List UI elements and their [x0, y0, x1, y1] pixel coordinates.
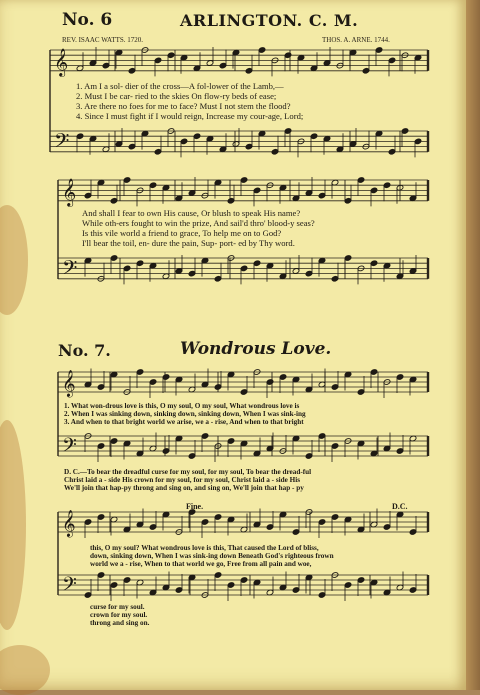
verse-line-1: 1. Am I a sol- dier of the cross—A fol-lower of the Lamb,—	[76, 81, 284, 91]
hymn-title: ARLINGTON. C. M.	[180, 11, 359, 30]
clef-symbol: 𝄢	[62, 255, 78, 284]
verse-line-1: 1. What won-drous love is this, O my soul, O my soul, What wondrous love is	[64, 402, 300, 410]
dc-marking: D.C.	[392, 502, 408, 511]
refrain-line-1: And shall I fear to own His cause, Or blush to speak His name?	[82, 208, 301, 218]
lower-verse-line-1: this, O my soul? What wondrous love is this, That caused the Lord of bliss,	[90, 544, 319, 552]
hymn-number: No. 6	[62, 10, 113, 30]
hymn-number: No. 7.	[58, 341, 111, 360]
refrain-line-3: Is this vile world a friend to grace, To help me on to God?	[82, 228, 282, 238]
lower-verse-line-2: down, sinking down, When I was sink-ing down Beneath God's righteous frown	[90, 552, 334, 560]
clef-symbol: 𝄢	[62, 435, 77, 461]
composer-credit: THOS. A. ARNE. 1744.	[322, 36, 390, 44]
verse-line-3: 3. And when to that bright world we arise, we a - rise, And when to that bright	[64, 418, 304, 426]
author-credit: REV. ISAAC WATTS. 1720.	[62, 36, 144, 44]
clef-symbol: 𝄞	[54, 47, 69, 76]
refrain-line-2: While oth-ers fought to win the prize, And sail'd thro' blood-y seas?	[82, 218, 315, 228]
verse-line-2: 2. When I was sinking down, sinking down, sinking down, When I was sink-ing	[64, 410, 306, 418]
refrain-line-4: I'll bear the toil, en- dure the pain, Sup- port- ed by Thy word.	[82, 238, 295, 248]
clef-symbol: 𝄢	[62, 574, 77, 600]
clef-symbol: 𝄞	[62, 511, 76, 537]
dc-line-1: D. C.—To bear the dreadful curse for my soul, for my soul, To bear the dread-ful	[64, 468, 312, 476]
dc-line-2: Christ laid a - side His crown for my soul, for my soul, Christ laid a - side His	[64, 476, 301, 484]
end-line-1: curse for my soul.	[90, 603, 145, 611]
verse-line-4: 4. Since I must fight if I would reign, Increase my cour-age, Lord;	[76, 111, 304, 121]
dc-line-3: We'll join that hap-py throng and sing on, and sing on, We'll join that hap - py	[64, 484, 304, 492]
verse-line-2: 2. Must I be car- ried to the skies On flow-ry beds of ease;	[76, 91, 277, 101]
clef-symbol: 𝄞	[62, 177, 77, 206]
lower-verse-line-3: world we a - rise, When to that world we go, Free from all pain and woe,	[90, 560, 312, 568]
end-line-3: throng and sing on.	[90, 619, 150, 627]
end-line-2: crown for my soul.	[90, 611, 148, 619]
verse-line-3: 3. Are there no foes for me to face? Must I not stem the flood?	[76, 101, 291, 111]
clef-symbol: 𝄢	[54, 128, 70, 157]
hymn-title: Wondrous Love.	[180, 339, 332, 359]
clef-symbol: 𝄞	[62, 371, 76, 397]
fine-marking: Fine.	[186, 502, 204, 511]
